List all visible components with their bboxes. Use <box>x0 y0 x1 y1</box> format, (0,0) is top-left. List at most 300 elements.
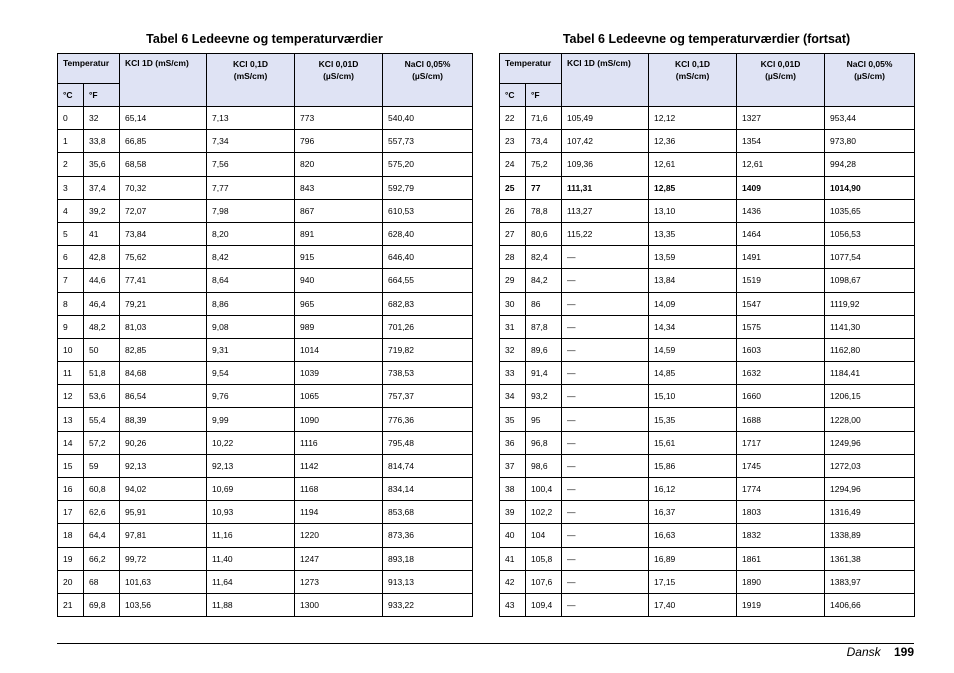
header-kcl-001d: KCl 0,01D (µS/cm) <box>295 54 383 107</box>
cell-nacl: 913,13 <box>383 570 473 593</box>
cell-fahrenheit: 62,6 <box>84 501 120 524</box>
cell-celsius: 12 <box>58 385 84 408</box>
table-row <box>58 362 473 385</box>
table-row <box>500 269 915 292</box>
table-row <box>500 593 915 616</box>
cell-kcl-1d: 79,21 <box>120 292 207 315</box>
cell-kcl-01d: 7,98 <box>207 199 295 222</box>
cell-fahrenheit: 98,6 <box>526 454 562 477</box>
cell-fahrenheit: 37,4 <box>84 176 120 199</box>
cell-celsius: 19 <box>58 547 84 570</box>
cell-kcl-01d: 9,76 <box>207 385 295 408</box>
cell-celsius: 39 <box>500 501 526 524</box>
cell-celsius: 18 <box>58 524 84 547</box>
cell-nacl: 1406,66 <box>825 593 915 616</box>
table-caption: Tabel 6 Ledeevne og temperaturværdier (fortsat) <box>562 32 851 46</box>
cell-nacl: 953,44 <box>825 107 915 130</box>
cell-kcl-1d: 65,14 <box>120 107 207 130</box>
cell-kcl-001d: 1603 <box>737 338 825 361</box>
footer-language: Dansk <box>846 645 881 659</box>
cell-celsius: 10 <box>58 338 84 361</box>
cell-kcl-1d: 99,72 <box>120 547 207 570</box>
cell-nacl: 682,83 <box>383 292 473 315</box>
cell-kcl-001d: 820 <box>295 153 383 176</box>
cell-fahrenheit: 96,8 <box>526 431 562 454</box>
cell-fahrenheit: 104 <box>526 524 562 547</box>
cell-celsius: 1 <box>58 130 84 153</box>
table-row <box>58 593 473 616</box>
cell-nacl: 592,79 <box>383 176 473 199</box>
table-row <box>58 524 473 547</box>
cell-kcl-1d: — <box>562 292 649 315</box>
table-row <box>500 431 915 454</box>
cell-celsius: 15 <box>58 454 84 477</box>
header-temperature: Temperatur <box>58 54 120 84</box>
cell-nacl: 1383,97 <box>825 570 915 593</box>
cell-fahrenheit: 77 <box>526 176 562 199</box>
cell-celsius: 17 <box>58 501 84 524</box>
cell-fahrenheit: 60,8 <box>84 478 120 501</box>
table-row <box>500 199 915 222</box>
cell-kcl-1d: 111,31 <box>562 176 649 199</box>
cell-celsius: 27 <box>500 222 526 245</box>
cell-kcl-1d: — <box>562 547 649 570</box>
cell-fahrenheit: 41 <box>84 222 120 245</box>
cell-kcl-1d: 68,58 <box>120 153 207 176</box>
cell-kcl-01d: 7,34 <box>207 130 295 153</box>
cell-kcl-001d: 915 <box>295 246 383 269</box>
cell-fahrenheit: 66,2 <box>84 547 120 570</box>
cell-kcl-01d: 8,20 <box>207 222 295 245</box>
cell-kcl-1d: — <box>562 269 649 292</box>
cell-kcl-001d: 796 <box>295 130 383 153</box>
cell-kcl-1d: — <box>562 362 649 385</box>
cell-fahrenheit: 51,8 <box>84 362 120 385</box>
cell-kcl-01d: 14,59 <box>649 338 737 361</box>
cell-kcl-01d: 8,64 <box>207 269 295 292</box>
cell-kcl-001d: 1194 <box>295 501 383 524</box>
cell-nacl: 540,40 <box>383 107 473 130</box>
cell-kcl-001d: 1327 <box>737 107 825 130</box>
cell-fahrenheit: 109,4 <box>526 593 562 616</box>
cell-celsius: 14 <box>58 431 84 454</box>
cell-kcl-1d: 107,42 <box>562 130 649 153</box>
cell-fahrenheit: 105,8 <box>526 547 562 570</box>
header-fahrenheit: °F <box>526 84 562 107</box>
cell-kcl-001d: 1436 <box>737 199 825 222</box>
cell-kcl-001d: 1354 <box>737 130 825 153</box>
cell-nacl: 893,18 <box>383 547 473 570</box>
cell-nacl: 646,40 <box>383 246 473 269</box>
cell-kcl-01d: 14,85 <box>649 362 737 385</box>
cell-fahrenheit: 42,8 <box>84 246 120 269</box>
cell-kcl-1d: 75,62 <box>120 246 207 269</box>
cell-kcl-01d: 17,40 <box>649 593 737 616</box>
cell-kcl-1d: — <box>562 431 649 454</box>
cell-fahrenheit: 32 <box>84 107 120 130</box>
cell-kcl-1d: 113,27 <box>562 199 649 222</box>
cell-kcl-001d: 1491 <box>737 246 825 269</box>
cell-kcl-001d: 1774 <box>737 478 825 501</box>
table-body <box>58 107 473 617</box>
cell-celsius: 34 <box>500 385 526 408</box>
cell-kcl-1d: 97,81 <box>120 524 207 547</box>
table-row <box>58 408 473 431</box>
cell-nacl: 933,22 <box>383 593 473 616</box>
cell-kcl-01d: 16,89 <box>649 547 737 570</box>
cell-fahrenheit: 107,6 <box>526 570 562 593</box>
cell-kcl-01d: 15,35 <box>649 408 737 431</box>
table-row <box>58 338 473 361</box>
table-row <box>500 524 915 547</box>
cell-kcl-01d: 11,88 <box>207 593 295 616</box>
cell-kcl-01d: 7,56 <box>207 153 295 176</box>
cell-celsius: 25 <box>500 176 526 199</box>
cell-celsius: 40 <box>500 524 526 547</box>
cell-kcl-1d: — <box>562 385 649 408</box>
table-row <box>500 222 915 245</box>
cell-kcl-01d: 13,35 <box>649 222 737 245</box>
cell-celsius: 32 <box>500 338 526 361</box>
cell-kcl-01d: 10,93 <box>207 501 295 524</box>
cell-kcl-001d: 1717 <box>737 431 825 454</box>
cell-nacl: 719,82 <box>383 338 473 361</box>
table-body <box>500 107 915 617</box>
cell-kcl-001d: 1039 <box>295 362 383 385</box>
cell-nacl: 795,48 <box>383 431 473 454</box>
cell-kcl-001d: 1575 <box>737 315 825 338</box>
cell-celsius: 4 <box>58 199 84 222</box>
cell-kcl-1d: 84,68 <box>120 362 207 385</box>
header-fahrenheit: °F <box>84 84 120 107</box>
cell-kcl-01d: 14,34 <box>649 315 737 338</box>
cell-kcl-001d: 1919 <box>737 593 825 616</box>
cell-celsius: 35 <box>500 408 526 431</box>
cell-fahrenheit: 102,2 <box>526 501 562 524</box>
cell-nacl: 1056,53 <box>825 222 915 245</box>
cell-kcl-001d: 891 <box>295 222 383 245</box>
cell-fahrenheit: 55,4 <box>84 408 120 431</box>
cell-fahrenheit: 44,6 <box>84 269 120 292</box>
cell-kcl-01d: 15,10 <box>649 385 737 408</box>
cell-kcl-1d: 92,13 <box>120 454 207 477</box>
cell-fahrenheit: 59 <box>84 454 120 477</box>
cell-kcl-001d: 1090 <box>295 408 383 431</box>
cell-nacl: 1141,30 <box>825 315 915 338</box>
header-nacl: NaCl 0,05% (µS/cm) <box>383 54 473 107</box>
cell-kcl-001d: 1861 <box>737 547 825 570</box>
cell-kcl-1d: 101,63 <box>120 570 207 593</box>
cell-fahrenheit: 100,4 <box>526 478 562 501</box>
cell-fahrenheit: 75,2 <box>526 153 562 176</box>
table-row <box>58 292 473 315</box>
cell-kcl-01d: 13,84 <box>649 269 737 292</box>
cell-kcl-01d: 16,12 <box>649 478 737 501</box>
cell-kcl-001d: 1168 <box>295 478 383 501</box>
footer-divider <box>57 643 914 644</box>
cell-nacl: 1316,49 <box>825 501 915 524</box>
cell-kcl-1d: — <box>562 501 649 524</box>
cell-celsius: 31 <box>500 315 526 338</box>
cell-kcl-1d: 70,32 <box>120 176 207 199</box>
cell-fahrenheit: 69,8 <box>84 593 120 616</box>
page-footer <box>847 645 914 659</box>
cell-kcl-001d: 867 <box>295 199 383 222</box>
page-number: 199 <box>893 645 914 659</box>
cell-kcl-001d: 1890 <box>737 570 825 593</box>
cell-nacl: 1338,89 <box>825 524 915 547</box>
cell-kcl-001d: 1464 <box>737 222 825 245</box>
header-celsius: °C <box>500 84 526 107</box>
cell-kcl-001d: 12,61 <box>737 153 825 176</box>
table-row <box>58 153 473 176</box>
cell-nacl: 776,36 <box>383 408 473 431</box>
cell-nacl: 834,14 <box>383 478 473 501</box>
cell-kcl-001d: 843 <box>295 176 383 199</box>
cell-kcl-01d: 17,15 <box>649 570 737 593</box>
cell-celsius: 20 <box>58 570 84 593</box>
table-row <box>500 315 915 338</box>
cell-fahrenheit: 86 <box>526 292 562 315</box>
table-row <box>500 547 915 570</box>
cell-nacl: 664,55 <box>383 269 473 292</box>
cell-kcl-01d: 12,36 <box>649 130 737 153</box>
cell-nacl: 757,37 <box>383 385 473 408</box>
cell-celsius: 2 <box>58 153 84 176</box>
cell-celsius: 13 <box>58 408 84 431</box>
cell-nacl: 853,68 <box>383 501 473 524</box>
cell-celsius: 41 <box>500 547 526 570</box>
cell-kcl-01d: 9,99 <box>207 408 295 431</box>
table-row <box>500 292 915 315</box>
cell-kcl-001d: 989 <box>295 315 383 338</box>
cell-kcl-1d: 81,03 <box>120 315 207 338</box>
cell-kcl-01d: 15,86 <box>649 454 737 477</box>
cell-celsius: 24 <box>500 153 526 176</box>
cell-kcl-001d: 1273 <box>295 570 383 593</box>
cell-kcl-001d: 965 <box>295 292 383 315</box>
cell-nacl: 1361,38 <box>825 547 915 570</box>
table-row <box>58 222 473 245</box>
table-row <box>500 338 915 361</box>
cell-kcl-1d: 66,85 <box>120 130 207 153</box>
cell-kcl-01d: 11,40 <box>207 547 295 570</box>
cell-kcl-001d: 1660 <box>737 385 825 408</box>
cell-celsius: 38 <box>500 478 526 501</box>
cell-kcl-001d: 1803 <box>737 501 825 524</box>
table-row <box>500 454 915 477</box>
cell-kcl-01d: 9,54 <box>207 362 295 385</box>
cell-nacl: 575,20 <box>383 153 473 176</box>
cell-fahrenheit: 82,4 <box>526 246 562 269</box>
cell-nacl: 610,53 <box>383 199 473 222</box>
cell-fahrenheit: 35,6 <box>84 153 120 176</box>
header-kcl-1d: KCl 1D (mS/cm) <box>562 54 649 107</box>
cell-nacl: 1272,03 <box>825 454 915 477</box>
table-row <box>58 176 473 199</box>
cell-kcl-001d: 1688 <box>737 408 825 431</box>
cell-celsius: 11 <box>58 362 84 385</box>
cell-kcl-1d: 105,49 <box>562 107 649 130</box>
cell-kcl-01d: 12,12 <box>649 107 737 130</box>
cell-nacl: 994,28 <box>825 153 915 176</box>
cell-fahrenheit: 71,6 <box>526 107 562 130</box>
cell-fahrenheit: 89,6 <box>526 338 562 361</box>
cell-kcl-001d: 1220 <box>295 524 383 547</box>
cell-kcl-01d: 8,86 <box>207 292 295 315</box>
header-celsius: °C <box>58 84 84 107</box>
cell-celsius: 21 <box>58 593 84 616</box>
cell-kcl-1d: 88,39 <box>120 408 207 431</box>
cell-kcl-001d: 1832 <box>737 524 825 547</box>
cell-fahrenheit: 64,4 <box>84 524 120 547</box>
header-kcl-1d: KCl 1D (mS/cm) <box>120 54 207 107</box>
header-kcl-01d: KCl 0,1D (mS/cm) <box>649 54 737 107</box>
cell-celsius: 3 <box>58 176 84 199</box>
cell-nacl: 1035,65 <box>825 199 915 222</box>
conductivity-table-right <box>499 31 914 617</box>
cell-celsius: 33 <box>500 362 526 385</box>
cell-kcl-1d: 115,22 <box>562 222 649 245</box>
table-row <box>58 246 473 269</box>
header-kcl-001d: KCl 0,01D (µS/cm) <box>737 54 825 107</box>
table-row <box>500 501 915 524</box>
table-row <box>500 385 915 408</box>
cell-kcl-01d: 9,08 <box>207 315 295 338</box>
cell-kcl-001d: 1065 <box>295 385 383 408</box>
cell-kcl-01d: 11,16 <box>207 524 295 547</box>
table <box>57 53 473 617</box>
cell-nacl: 1206,15 <box>825 385 915 408</box>
cell-kcl-1d: 109,36 <box>562 153 649 176</box>
cell-fahrenheit: 91,4 <box>526 362 562 385</box>
cell-fahrenheit: 93,2 <box>526 385 562 408</box>
cell-fahrenheit: 78,8 <box>526 199 562 222</box>
cell-kcl-01d: 13,10 <box>649 199 737 222</box>
cell-nacl: 973,80 <box>825 130 915 153</box>
cell-kcl-001d: 1519 <box>737 269 825 292</box>
cell-celsius: 28 <box>500 246 526 269</box>
cell-fahrenheit: 53,6 <box>84 385 120 408</box>
table-row <box>58 501 473 524</box>
cell-celsius: 22 <box>500 107 526 130</box>
cell-kcl-01d: 16,63 <box>649 524 737 547</box>
cell-nacl: 1098,67 <box>825 269 915 292</box>
table-row <box>58 385 473 408</box>
cell-celsius: 8 <box>58 292 84 315</box>
cell-kcl-01d: 12,85 <box>649 176 737 199</box>
table-row <box>58 130 473 153</box>
cell-celsius: 7 <box>58 269 84 292</box>
cell-kcl-01d: 9,31 <box>207 338 295 361</box>
table-row <box>58 107 473 130</box>
cell-celsius: 30 <box>500 292 526 315</box>
cell-celsius: 16 <box>58 478 84 501</box>
cell-kcl-01d: 13,59 <box>649 246 737 269</box>
cell-kcl-01d: 8,42 <box>207 246 295 269</box>
cell-kcl-001d: 1142 <box>295 454 383 477</box>
cell-kcl-01d: 92,13 <box>207 454 295 477</box>
cell-kcl-01d: 11,64 <box>207 570 295 593</box>
cell-nacl: 557,73 <box>383 130 473 153</box>
cell-kcl-001d: 1632 <box>737 362 825 385</box>
cell-kcl-01d: 7,77 <box>207 176 295 199</box>
cell-kcl-001d: 1547 <box>737 292 825 315</box>
cell-nacl: 1249,96 <box>825 431 915 454</box>
cell-celsius: 0 <box>58 107 84 130</box>
table-row <box>58 570 473 593</box>
header-kcl-01d: KCl 0,1D (mS/cm) <box>207 54 295 107</box>
cell-kcl-1d: 86,54 <box>120 385 207 408</box>
cell-nacl: 814,74 <box>383 454 473 477</box>
table-row <box>500 153 915 176</box>
table-row <box>58 547 473 570</box>
table-row <box>500 107 915 130</box>
cell-fahrenheit: 57,2 <box>84 431 120 454</box>
cell-fahrenheit: 73,4 <box>526 130 562 153</box>
cell-kcl-01d: 7,13 <box>207 107 295 130</box>
cell-kcl-001d: 1745 <box>737 454 825 477</box>
cell-kcl-1d: 90,26 <box>120 431 207 454</box>
cell-kcl-1d: 77,41 <box>120 269 207 292</box>
table-row <box>500 130 915 153</box>
cell-nacl: 738,53 <box>383 362 473 385</box>
cell-kcl-1d: 103,56 <box>120 593 207 616</box>
table-row <box>58 269 473 292</box>
header-nacl: NaCl 0,05% (µS/cm) <box>825 54 915 107</box>
cell-nacl: 1228,00 <box>825 408 915 431</box>
table-row <box>58 199 473 222</box>
cell-fahrenheit: 68 <box>84 570 120 593</box>
table-caption: Tabel 6 Ledeevne og temperaturværdier <box>146 32 383 46</box>
cell-kcl-1d: — <box>562 338 649 361</box>
cell-kcl-01d: 16,37 <box>649 501 737 524</box>
cell-kcl-01d: 12,61 <box>649 153 737 176</box>
cell-celsius: 5 <box>58 222 84 245</box>
cell-kcl-1d: — <box>562 478 649 501</box>
cell-kcl-001d: 1300 <box>295 593 383 616</box>
cell-kcl-1d: 73,84 <box>120 222 207 245</box>
cell-nacl: 873,36 <box>383 524 473 547</box>
cell-nacl: 701,26 <box>383 315 473 338</box>
cell-celsius: 42 <box>500 570 526 593</box>
cell-fahrenheit: 48,2 <box>84 315 120 338</box>
table-row <box>500 362 915 385</box>
cell-kcl-1d: 82,85 <box>120 338 207 361</box>
cell-kcl-001d: 940 <box>295 269 383 292</box>
cell-kcl-001d: 773 <box>295 107 383 130</box>
cell-fahrenheit: 39,2 <box>84 199 120 222</box>
cell-celsius: 29 <box>500 269 526 292</box>
table-row <box>58 315 473 338</box>
cell-fahrenheit: 46,4 <box>84 292 120 315</box>
cell-kcl-1d: — <box>562 315 649 338</box>
cell-fahrenheit: 50 <box>84 338 120 361</box>
cell-nacl: 1294,96 <box>825 478 915 501</box>
cell-kcl-01d: 15,61 <box>649 431 737 454</box>
cell-nacl: 1014,90 <box>825 176 915 199</box>
cell-kcl-1d: — <box>562 570 649 593</box>
cell-fahrenheit: 33,8 <box>84 130 120 153</box>
cell-celsius: 36 <box>500 431 526 454</box>
cell-kcl-001d: 1247 <box>295 547 383 570</box>
cell-kcl-01d: 14,09 <box>649 292 737 315</box>
table-row <box>500 408 915 431</box>
cell-kcl-1d: — <box>562 524 649 547</box>
cell-fahrenheit: 80,6 <box>526 222 562 245</box>
cell-kcl-1d: 94,02 <box>120 478 207 501</box>
cell-kcl-01d: 10,22 <box>207 431 295 454</box>
